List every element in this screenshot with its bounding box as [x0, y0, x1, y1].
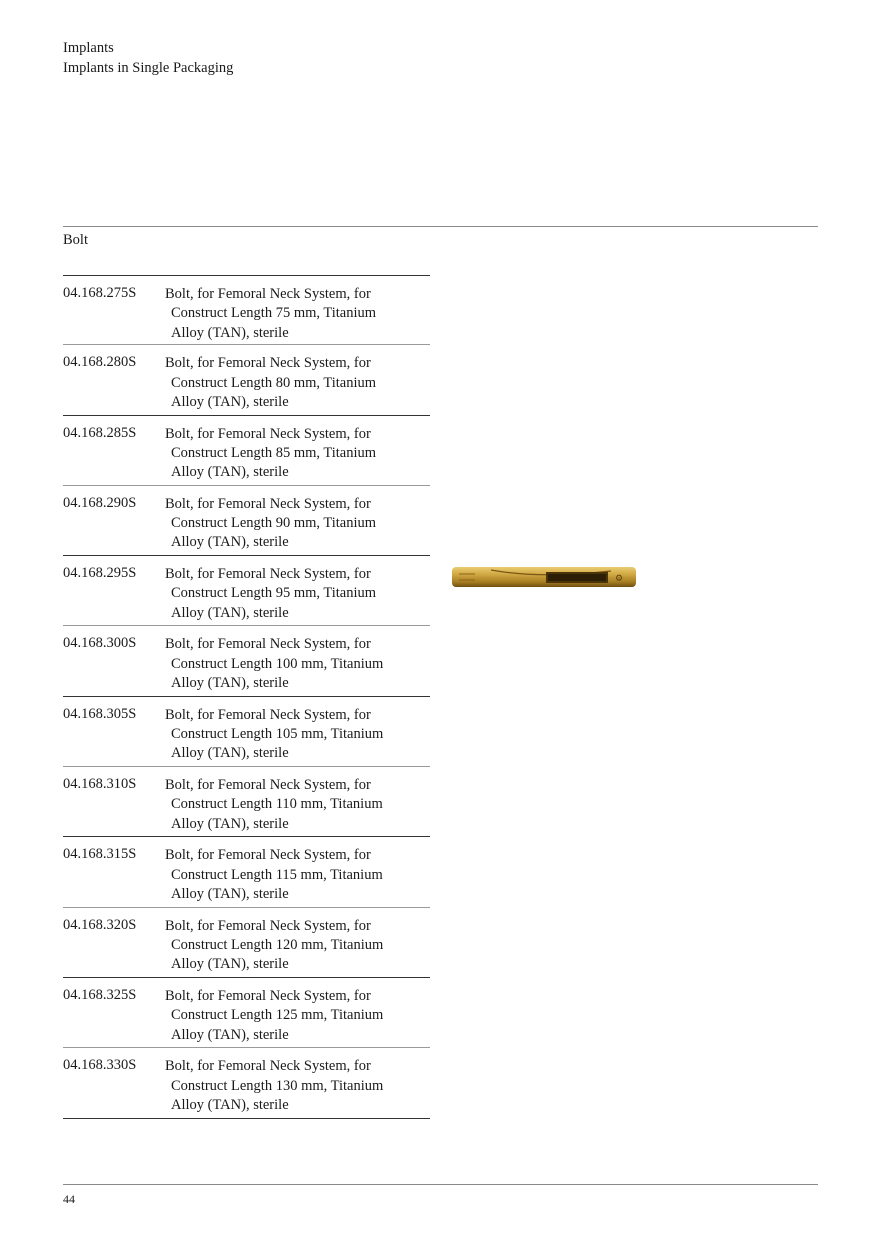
description-line: Construct Length 105 mm, Titanium [171, 726, 384, 743]
description-line: Alloy (TAN), sterile [171, 464, 289, 481]
table-row [63, 697, 430, 767]
description-line: Bolt, for Femoral Neck System, for [165, 987, 371, 1004]
table-row [63, 416, 430, 486]
product-description [165, 565, 429, 623]
product-code: 04.168.295S [63, 565, 137, 582]
table-row [63, 486, 430, 556]
header-category: Implants [63, 40, 114, 56]
description-line: Bolt, for Femoral Neck System, for [165, 917, 371, 934]
product-table [63, 275, 430, 1119]
description-line: Construct Length 75 mm, Titanium [171, 305, 377, 322]
description-line: Alloy (TAN), sterile [171, 393, 289, 410]
description-line: Bolt, for Femoral Neck System, for [165, 566, 371, 583]
description-line: Alloy (TAN), sterile [171, 1096, 289, 1113]
description-line: Alloy (TAN), sterile [171, 534, 289, 551]
header-subcategory: Implants in Single Packaging [63, 59, 234, 76]
product-description [165, 846, 429, 904]
description-line: Construct Length 95 mm, Titanium [171, 585, 377, 602]
product-description [165, 776, 429, 834]
description-line: Construct Length 110 mm, Titanium [171, 796, 383, 813]
bolt-product-image [451, 565, 637, 589]
description-line: Bolt, for Femoral Neck System, for [165, 425, 371, 442]
table-row [63, 1048, 430, 1118]
description-line: Bolt, for Femoral Neck System, for [165, 1058, 371, 1075]
table-row [63, 837, 430, 907]
description-line: Construct Length 85 mm, Titanium [171, 444, 377, 461]
description-line: Bolt, for Femoral Neck System, for [165, 286, 371, 302]
product-code: 04.168.310S [63, 776, 137, 793]
product-description [165, 495, 429, 553]
description-line: Construct Length 120 mm, Titanium [171, 936, 384, 953]
description-line: Bolt, for Femoral Neck System, for [165, 355, 371, 372]
product-description [165, 425, 429, 483]
table-row [63, 556, 430, 626]
description-line: Alloy (TAN), sterile [171, 675, 289, 692]
footer-divider [63, 1184, 818, 1185]
product-description [165, 635, 429, 693]
description-line: Alloy (TAN), sterile [171, 324, 289, 341]
description-line: Construct Length 90 mm, Titanium [171, 515, 377, 532]
description-line: Construct Length 115 mm, Titanium [171, 866, 383, 883]
section-divider [63, 226, 818, 227]
product-code: 04.168.290S [63, 494, 137, 511]
description-line: Construct Length 125 mm, Titanium [171, 1007, 384, 1024]
description-line: Bolt, for Femoral Neck System, for [165, 706, 371, 723]
description-line: Alloy (TAN), sterile [171, 815, 289, 832]
description-line: Bolt, for Femoral Neck System, for [165, 777, 371, 794]
table-row [63, 908, 430, 978]
product-description [165, 285, 429, 343]
table-row [63, 978, 430, 1048]
page-header [63, 39, 233, 78]
product-code: 04.168.275S [63, 285, 137, 301]
table-row [63, 767, 430, 837]
description-line: Alloy (TAN), sterile [171, 745, 289, 762]
page-number: 44 [63, 1192, 75, 1206]
description-line: Bolt, for Femoral Neck System, for [165, 495, 371, 512]
section-title: Bolt [63, 232, 88, 248]
product-description [165, 706, 429, 764]
description-line: Alloy (TAN), sterile [171, 604, 289, 621]
description-line: Alloy (TAN), sterile [171, 885, 289, 902]
product-code: 04.168.285S [63, 424, 137, 441]
product-code: 04.168.305S [63, 705, 137, 722]
product-code: 04.168.330S [63, 1057, 137, 1074]
product-description [165, 987, 429, 1045]
table-row [63, 626, 430, 696]
product-code: 04.168.325S [63, 986, 137, 1003]
product-description [165, 1057, 429, 1115]
product-code: 04.168.320S [63, 916, 137, 933]
product-code: 04.168.300S [63, 635, 137, 652]
description-line: Alloy (TAN), sterile [171, 956, 289, 973]
product-code: 04.168.280S [63, 354, 137, 371]
product-description [165, 917, 429, 975]
description-line: Construct Length 130 mm, Titanium [171, 1077, 384, 1094]
svg-text:⚙: ⚙ [615, 574, 624, 584]
description-line: Construct Length 80 mm, Titanium [171, 374, 377, 391]
table-row [63, 275, 430, 345]
table-row [63, 345, 430, 415]
product-code: 04.168.315S [63, 846, 137, 863]
description-line: Construct Length 100 mm, Titanium [171, 655, 384, 672]
description-line: Bolt, for Femoral Neck System, for [165, 636, 371, 653]
description-line: Bolt, for Femoral Neck System, for [165, 847, 371, 864]
description-line: Alloy (TAN), sterile [171, 1026, 289, 1043]
product-description [165, 354, 429, 412]
